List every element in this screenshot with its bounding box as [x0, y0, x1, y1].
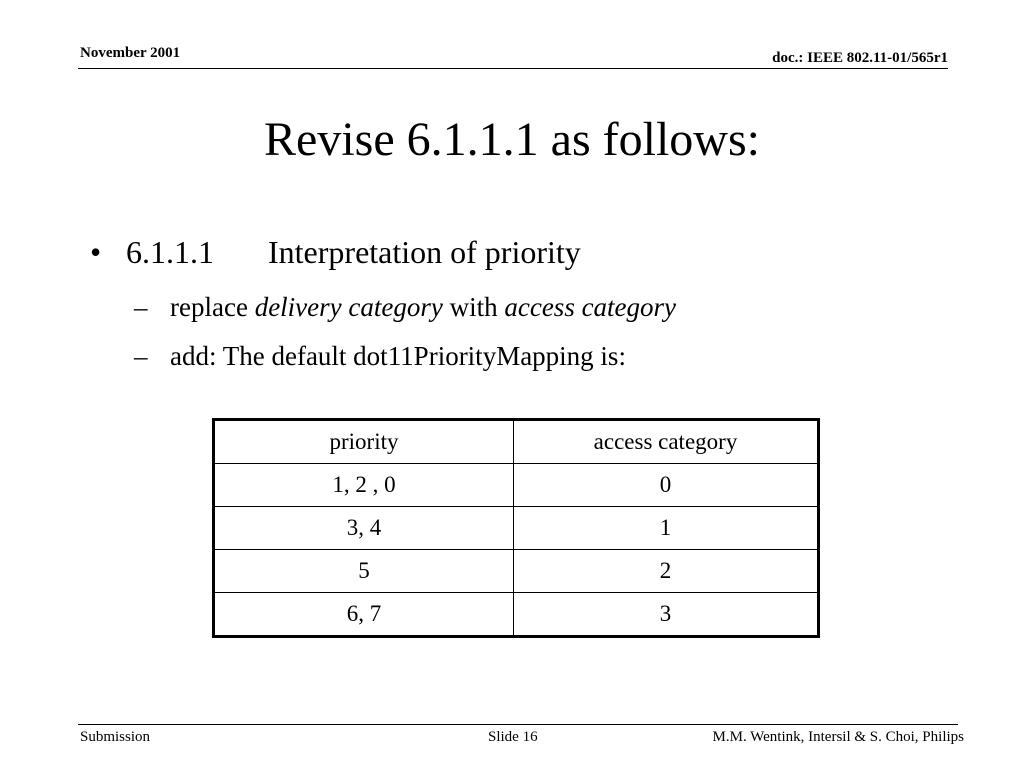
table-row [214, 464, 819, 507]
header-divider [78, 68, 948, 69]
header-doc-id: doc.: IEEE 802.11-01/565r1 [772, 50, 948, 66]
bullet-number: 6.1.1.1 [126, 234, 214, 270]
sub-item-middle: with [449, 292, 498, 322]
bullet-symbol: • [90, 234, 102, 270]
footer-divider [78, 724, 958, 725]
table-cell-access-category: 0 [514, 464, 819, 507]
table-cell-access-category: 2 [514, 550, 819, 593]
footer-authors: M.M. Wentink, Intersil & S. Choi, Philips [712, 729, 964, 745]
footer-slide-number: Slide 16 [488, 729, 538, 745]
priority-mapping-table [212, 418, 820, 638]
sub-item-italic-new: access category [504, 292, 677, 322]
sub-item-prefix: replace [170, 292, 248, 322]
table-row [214, 507, 819, 550]
table-cell-access-category: 1 [514, 507, 819, 550]
sub-item-dash: – [134, 292, 148, 322]
sub-item-add [134, 339, 626, 373]
table-cell-priority: 6, 7 [214, 593, 514, 637]
sub-item-italic-old: delivery category [254, 292, 443, 322]
table-cell-access-category: 3 [514, 593, 819, 637]
table-cell-priority: 5 [214, 550, 514, 593]
sub-item-text: add: The default dot11PriorityMapping is: [170, 341, 626, 371]
table-row [214, 593, 819, 637]
table-header-priority: priority [214, 420, 514, 464]
table-row [214, 550, 819, 593]
footer-submission: Submission [80, 729, 151, 745]
table-cell-priority: 1, 2 , 0 [214, 464, 514, 507]
table-header-row [214, 420, 819, 464]
sub-item-replace [134, 290, 676, 324]
sub-item-dash: – [134, 341, 148, 371]
table-header-access-category: access category [514, 420, 819, 464]
bullet-text: Interpretation of priority [268, 234, 581, 270]
table-cell-priority: 3, 4 [214, 507, 514, 550]
bullet-item [90, 231, 581, 273]
header-date: November 2001 [80, 45, 181, 61]
slide-title: Revise 6.1.1.1 as follows: [264, 113, 760, 166]
